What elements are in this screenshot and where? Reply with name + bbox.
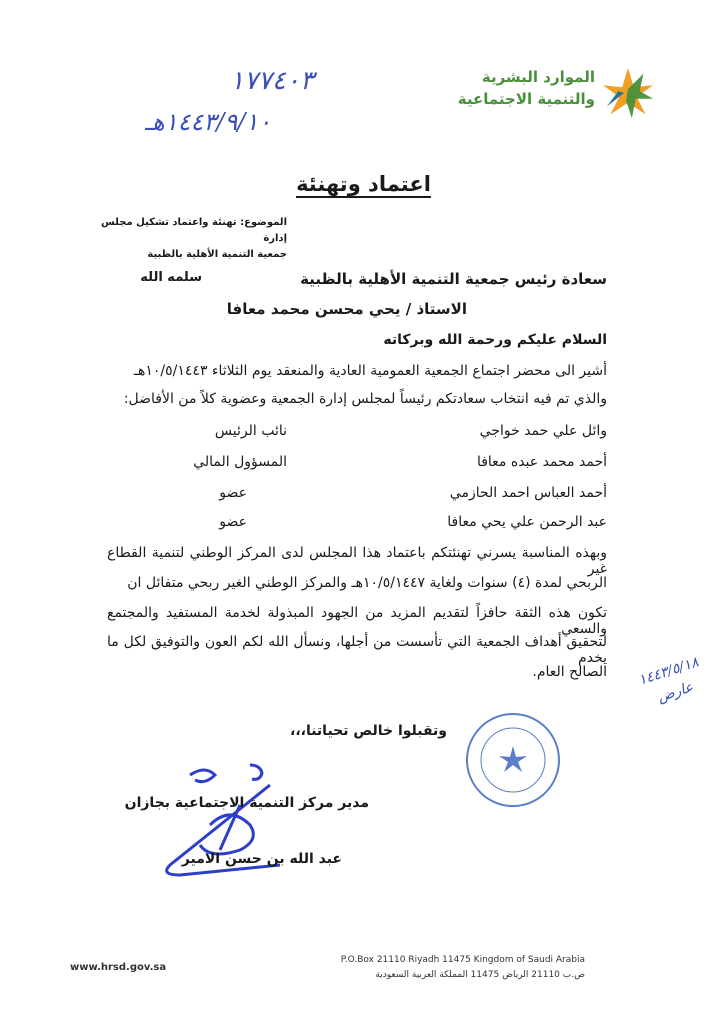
logo-line1: الموارد البشرية — [481, 68, 595, 86]
intro-line1: أشير الى محضر اجتماع الجمعية العمومية العادية والمنعقد يوم الثلاثاء ١٠/٥/١٤٤٣هـ — [133, 363, 607, 379]
member-name: وائل علي حمد خواجي — [479, 423, 607, 439]
body-line: الصالح العام. — [532, 664, 607, 680]
footer-address-en: P.O.Box 21110 Riyadh 11475 Kingdom of Saudi Arabia — [340, 955, 585, 965]
logo-line2: والتنمية الاجتماعية — [457, 90, 595, 108]
logo-text — [458, 66, 595, 110]
reference-date: ١٤٤٣/٩/١٠هـ — [145, 108, 272, 136]
member-name: عبد الرحمن علي يحي معافا — [447, 514, 607, 530]
letter-title-text: اعتماد وتهنئة — [296, 172, 431, 196]
signature-icon — [150, 755, 310, 895]
official-stamp-icon — [463, 710, 563, 810]
addressee-line1: سعادة رئيس جمعية التنمية الأهلية بالظبية — [300, 270, 607, 288]
body-line: لتحقيق أهداف الجمعية التي تأسست من أجلها، ونسأل الله لكم العون والتوفيق لكل ما يخدم — [107, 634, 607, 666]
footer-website: www.hrsd.gov.sa — [70, 962, 167, 973]
member-role: عضو — [219, 514, 247, 530]
footer-address-ar: ص.ب 21110 الرياض 11475 المملكة العربية السعودية — [375, 970, 585, 980]
addressee-line2: الاستاذ / يحي محسن محمد معافا — [226, 300, 467, 318]
body-line: وبهذه المناسبة يسرني تهنئتكم باعتماد هذا المجلس لدى المركز الوطني لتنمية القطاع غير — [107, 545, 607, 577]
logo-star-icon — [599, 64, 657, 122]
subject-line2: جمعية التنمية الأهلية بالظبية — [147, 249, 287, 260]
footer-address — [341, 953, 585, 983]
addressee-salutation: سلمه الله — [140, 270, 202, 285]
margin-note: ١٤٤٣/٥/١٨ عارض — [636, 654, 701, 706]
member-name: أحمد العباس احمد الحازمي — [449, 485, 607, 501]
member-name: أحمد محمد عبده معافا — [476, 454, 607, 470]
reference-number: ١٧٧٤٠٣ — [230, 66, 314, 96]
signatory-name: عبد الله بن حسن الامير — [181, 851, 342, 867]
member-role: نائب الرئيس — [214, 423, 287, 439]
body-line: تكون هذه الثقة حافزاً لتقديم المزيد من الجهود المبذولة لخدمة المستفيد والمجتمع والسعي — [107, 605, 607, 637]
subject-block — [87, 215, 287, 263]
member-role: عضو — [219, 485, 247, 501]
body-line: الربحي لمدة (٤) سنوات ولغاية ١٠/٥/١٤٤٧هـ والمركز الوطني الغير ربحي متفائل ان — [127, 575, 607, 591]
closing: وتقبلوا خالص تحياتنا،،، — [290, 723, 447, 739]
intro-line2: والذي تم فيه انتخاب سعادتكم رئيساً لمجلس إدارة الجمعية وعضوية كلاً من الأفاضل: — [123, 391, 607, 407]
signatory-title: مدير مركز التنمية الاجتماعية بجازان — [124, 795, 369, 811]
ministry-logo — [427, 64, 657, 124]
subject-line1: الموضوع: تهنئة واعتماد تشكيل مجلس إدارة — [101, 217, 287, 244]
member-role: المسؤول المالي — [193, 454, 287, 470]
letter-title — [0, 172, 727, 196]
greeting: السلام عليكم ورحمة الله وبركاته — [383, 332, 607, 348]
